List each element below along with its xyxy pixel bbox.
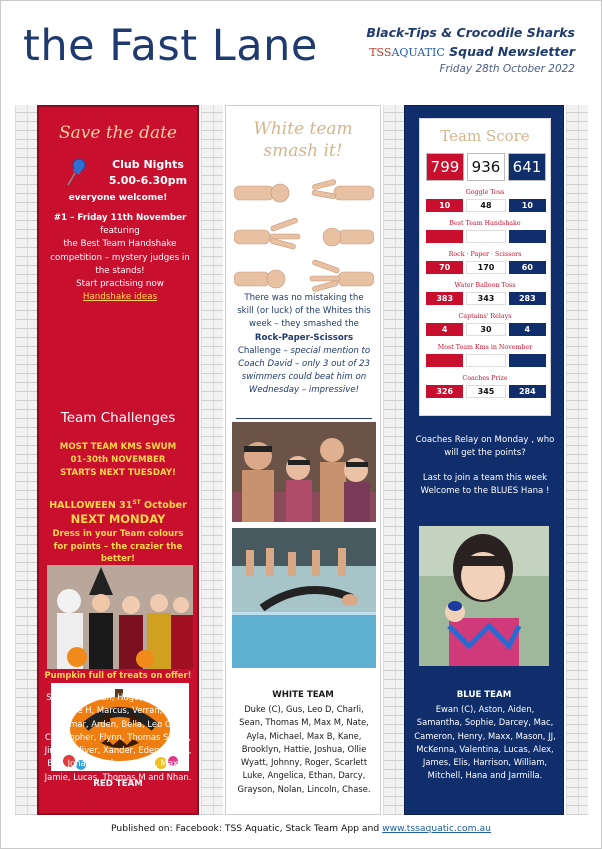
team-challenges-heading: Team Challenges <box>60 410 176 426</box>
rock-paper-scissors-hands-image <box>234 178 374 298</box>
blue-score-cell: 10 <box>509 199 546 212</box>
score-category-label: Goggle Toss <box>465 189 505 196</box>
brand-tss: TSS <box>369 46 392 59</box>
blue-score-cell <box>509 354 546 367</box>
score-category-label: Rock · Paper · Scissors <box>448 251 522 258</box>
pool-dive-photo <box>232 528 376 668</box>
white-score-cell: 343 <box>466 292 505 305</box>
white-team-story: There was no mistaking the skill (or luck) of the Whites this week – they smashed the Rock-Paper-Scissors Challenge – special mention to Coach David – only 3 out of 23 swimmers could beat him on Wednesday – impressive! <box>237 293 371 396</box>
kms-line3: STARTS NEXT TUESDAY! <box>60 468 176 478</box>
website-link[interactable]: www.tssaquatic.com.au <box>382 823 491 834</box>
score-category-row <box>426 354 546 367</box>
halloween-notice <box>39 499 197 566</box>
blue-team-column <box>404 105 564 815</box>
red-score-cell <box>426 354 463 367</box>
team-score-title: Team Score <box>440 127 530 145</box>
score-category-row <box>426 261 546 274</box>
event-featuring: featuring <box>100 226 140 237</box>
kms-line2: 01-30th NOVEMBER <box>70 455 166 465</box>
brick-wall-left <box>15 105 37 815</box>
white-team-members: Duke (C), Gus, Leo D, Charli, Sean, Thomas M, Max M, Nate, Ayla, Michael, Max B, Kane, Brooklyn, Hattie, Joshua, Ollie Wyatt, Johnny, Roger, Scarlett Luke, Angelica, Ethan, Darcy, Grayson, Nolan, Lincoln, Chase. <box>237 704 371 794</box>
footer <box>1 823 601 834</box>
total-scores-row <box>426 153 546 181</box>
pushpin-icon <box>65 157 87 187</box>
white-team-column <box>225 105 381 815</box>
blue-score-cell: 283 <box>509 292 546 305</box>
red-team-members: Sofia (C), Ethan, Hugo, Bonnie, AJ, Charlie H, Marcus, Verran, Eva, Omar, Arden, Bella, Leo C, Christopher, Flynn, Thomas S, Mia, Jinnie, Oliver, Xander, Eden, Owen, Ella, Jonah, Hudson, Nhan, Max K, Jamie, Lucas, Thomas M and Nhan. <box>44 692 192 782</box>
white-title-line1: White team <box>253 119 353 139</box>
newsletter-suffix: Squad Newsletter <box>444 44 575 59</box>
score-category-row <box>426 385 546 398</box>
score-category-row <box>426 199 546 212</box>
white-team-list-heading: WHITE TEAM <box>272 690 334 700</box>
score-category-label: Best Team Handshake <box>449 220 521 227</box>
newsletter-title: the Fast Lane <box>23 21 318 71</box>
club-nights-time: 5.00-6.30pm <box>108 174 188 187</box>
white-team-swimmers-photo <box>232 422 376 522</box>
everyone-welcome: everyone welcome! <box>68 193 168 203</box>
brick-wall-right <box>566 105 588 815</box>
halloween-kids-photo <box>47 565 193 669</box>
halloween-dress-up: Dress in your Team colours for points – the crazier the better! <box>52 529 184 565</box>
handshake-ideas-link[interactable]: Handshake ideas <box>82 292 158 303</box>
blue-team-swimmer-photo <box>419 526 549 666</box>
blue-team-list-heading: BLUE TEAM <box>456 690 512 700</box>
save-the-date-heading: Save the date <box>58 123 177 143</box>
club-nights-title: Club Nights <box>112 158 184 171</box>
divider <box>236 418 372 419</box>
red-total: 799 <box>426 153 464 181</box>
white-score-cell: 170 <box>466 261 505 274</box>
white-score-cell <box>466 230 505 243</box>
white-score-cell: 48 <box>466 199 505 212</box>
score-category-label: Coaches Prize <box>462 375 508 382</box>
squad-newsletter-line <box>366 44 575 59</box>
score-category-row <box>426 292 546 305</box>
kms-line1: MOST TEAM KMS SWUM <box>59 442 177 452</box>
red-score-cell: 70 <box>426 261 463 274</box>
event-practise: Start practising now <box>76 279 164 290</box>
red-score-cell: 326 <box>426 385 463 398</box>
event-description: the Best Team Handshake competition – mystery judges in the stands! <box>50 239 190 276</box>
welcome-hana-text: Last to join a team this week Welcome to the BLUES Hana ! <box>420 473 550 497</box>
brand-aquatic: AQUATIC <box>391 46 445 59</box>
blue-score-cell <box>509 230 546 243</box>
white-team-heading-title <box>226 118 380 162</box>
kms-challenge <box>39 441 197 480</box>
white-title-line2: smash it! <box>263 141 343 161</box>
team-score-board <box>419 118 551 416</box>
score-category-label: Captains' Relays <box>458 313 512 320</box>
red-score-cell: 383 <box>426 292 463 305</box>
red-score-cell: 10 <box>426 199 463 212</box>
blue-score-cell: 284 <box>509 385 546 398</box>
red-score-cell: 4 <box>426 323 463 336</box>
coaches-relay-text: Coaches Relay on Monday , who will get the points? <box>415 435 555 459</box>
footer-text: Published on: Facebook: TSS Aquatic, Stack Team App and <box>111 823 383 834</box>
event-heading: #1 – Friday 11th November <box>53 213 187 223</box>
halloween-date: HALLOWEEN 31ST October <box>49 499 187 512</box>
blue-score-cell: 4 <box>509 323 546 336</box>
white-total: 936 <box>467 153 505 181</box>
masthead-info <box>366 25 575 75</box>
brick-wall-mid2 <box>383 105 404 815</box>
blue-score-cell: 60 <box>509 261 546 274</box>
score-category-row <box>426 230 546 243</box>
score-category-label: Water Balloon Toss <box>454 282 516 289</box>
red-score-cell <box>426 230 463 243</box>
brick-wall-mid1 <box>201 105 223 815</box>
red-team-heading: RED TEAM <box>93 779 143 789</box>
blue-team-members: Ewan (C), Aston, Aiden, Samantha, Sophie, Darcey, Mac, Cameron, Henry, Maxx, Mason, JJ, McKenna, Valentina, Lucas, Alex, James, Elis, Harrison, William, Mitchell, Hana and Jarmilla. <box>414 704 556 781</box>
blue-total: 641 <box>508 153 546 181</box>
event-details <box>47 212 193 304</box>
score-category-row <box>426 323 546 336</box>
issue-date: Friday 28th October 2022 <box>439 63 575 75</box>
club-nights <box>103 157 193 189</box>
halloween-next-monday: NEXT MONDAY <box>70 512 166 527</box>
white-score-cell <box>466 354 505 367</box>
squad-names: Black-Tips & Crocodile Sharks <box>366 25 575 40</box>
score-category-label: Most Team Kms in November <box>437 344 533 351</box>
white-score-cell: 345 <box>466 385 505 398</box>
white-score-cell: 30 <box>466 323 505 336</box>
pumpkin-caption: Pumpkin full of treats on offer! <box>44 670 192 680</box>
